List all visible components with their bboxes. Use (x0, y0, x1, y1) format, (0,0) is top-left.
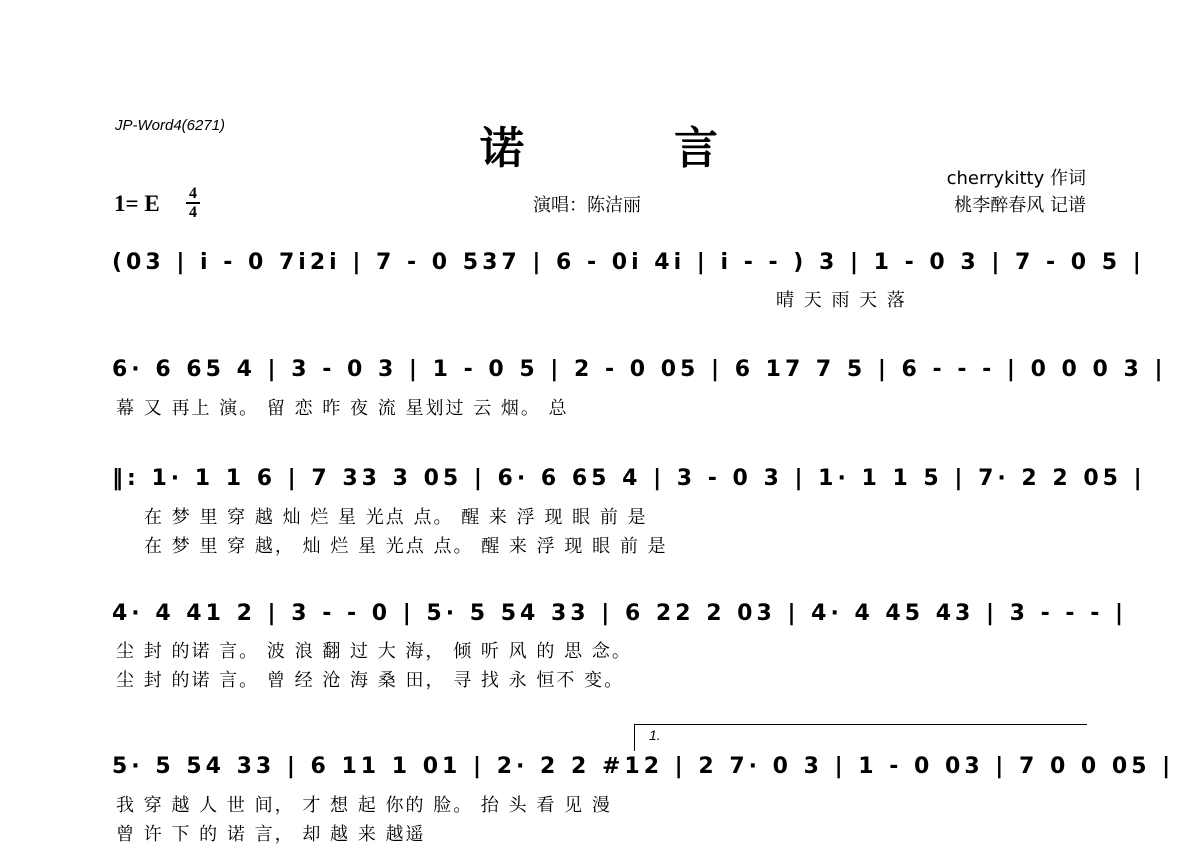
score-line-2: 6· 6 65 4 | 3 - 0 3 | 1 - 0 5 | 2 - 0 05 | 6 17 7 5 | 6 - - - | 0 0 0 3 | (112, 357, 1167, 382)
lyrics-line-3b: 在 梦 里 穿 越， 灿 烂 星 光点 点。 醒 来 浮 现 眼 前 是 (144, 536, 668, 557)
lyricist-credit: cherrykitty 作词 (946, 168, 1086, 189)
lyrics-line-5b: 曾 许 下 的 诺 言， 却 越 来 越遥 (116, 824, 426, 845)
volta-label: 1. (649, 727, 661, 743)
lyrics-line-5a: 我 穿 越 人 世 间， 才 想 起 你的 脸。 抬 头 看 见 漫 (116, 795, 612, 816)
lyrics-line-2: 幕 又 再上 演。 留 恋 昨 夜 流 星划过 云 烟。 总 (116, 398, 569, 419)
score-line-5: 5· 5 54 33 | 6 11 1 01 | 2· 2 2 #12 | 2 7· 0 3 | 1 - 0 03 | 7 0 0 05 | (112, 754, 1175, 779)
volta-bracket (634, 724, 1087, 751)
score-line-3: ‖: 1· 1 1 6 | 7 33 3 05 | 6· 6 65 4 | 3 - 0 3 | 1· 1 1 5 | 7· 2 2 05 | (112, 466, 1146, 491)
key-signature: 1= E (114, 191, 160, 216)
lyrics-line-1: 晴 天 雨 天 落 (776, 290, 907, 311)
lyrics-line-4b: 尘 封 的诺 言。 曾 经 沧 海 桑 田， 寻 找 永 恒不 变。 (116, 670, 625, 691)
meter-bottom: 4 (189, 204, 197, 221)
lyrics-line-3a: 在 梦 里 穿 越 灿 烂 星 光点 点。 醒 来 浮 现 眼 前 是 (144, 507, 648, 528)
score-line-1: (03 | i - 0 7i2i | 7 - 0 537 | 6 - 0i 4i | i - - ) 3 | 1 - 0 3 | 7 - 0 5 | (112, 250, 1145, 275)
song-title: 诺言 (480, 123, 868, 174)
meter-top: 4 (189, 185, 197, 202)
time-signature (186, 186, 200, 220)
score-line-4: 4· 4 41 2 | 3 - - 0 | 5· 5 54 33 | 6 22 2 03 | 4· 4 45 43 | 3 - - - | (112, 601, 1128, 626)
notator-credit: 桃李醉春风 记谱 (954, 195, 1086, 216)
software-label: JP-Word4(6271) (115, 117, 226, 134)
lyrics-line-4a: 尘 封 的诺 言。 波 浪 翻 过 大 海， 倾 听 风 的 思 念。 (116, 641, 632, 662)
singer-credit: 演唱：陈洁丽 (533, 195, 641, 216)
